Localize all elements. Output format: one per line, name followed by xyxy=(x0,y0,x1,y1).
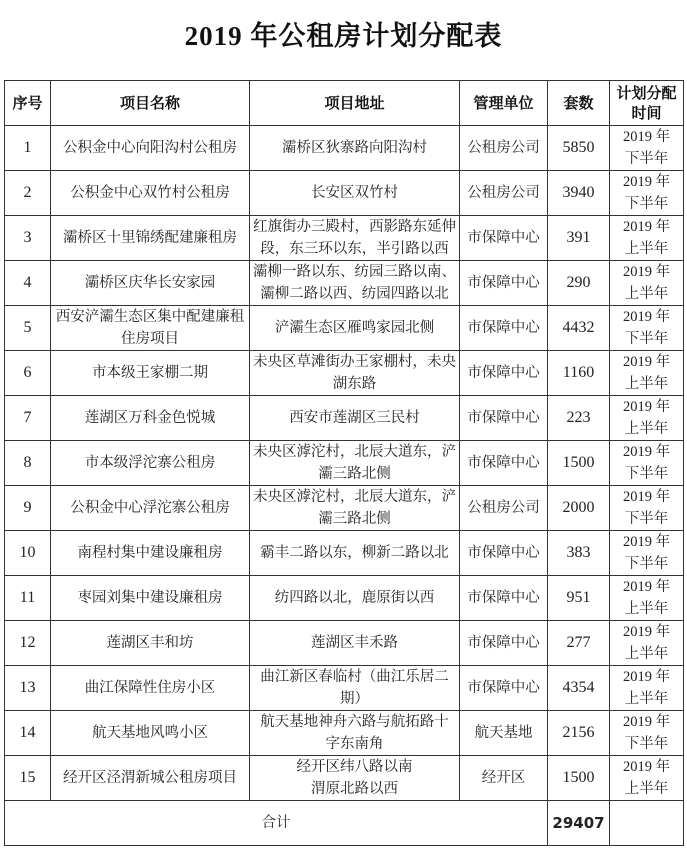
project-address: 未央区草滩街办王家棚村，未央 湖东路 xyxy=(250,351,460,396)
management-unit: 市保障中心 xyxy=(460,531,548,576)
allocation-time: 2019 年 上半年 xyxy=(610,396,684,441)
table-row xyxy=(5,351,684,396)
table-row xyxy=(5,531,684,576)
management-unit: 公租房公司 xyxy=(460,486,548,531)
table-row xyxy=(5,216,684,261)
header-name: 项目名称 xyxy=(51,81,250,126)
management-unit: 公租房公司 xyxy=(460,126,548,171)
project-name: 灞桥区庆华长安家园 xyxy=(51,261,250,306)
header-no: 序号 xyxy=(5,81,51,126)
table-row xyxy=(5,126,684,171)
management-unit: 市保障中心 xyxy=(460,576,548,621)
allocation-time: 2019 年 下半年 xyxy=(610,171,684,216)
project-address: 未央区滹沱村，北辰大道东，浐 灞三路北侧 xyxy=(250,486,460,531)
project-name: 灞桥区十里锦绣配建廉租房 xyxy=(51,216,250,261)
header-unit: 管理单位 xyxy=(460,81,548,126)
allocation-time: 2019 年 上半年 xyxy=(610,666,684,711)
row-no: 15 xyxy=(5,756,51,801)
total-label: 合计 xyxy=(5,801,548,846)
table-row xyxy=(5,171,684,216)
project-name: 公积金中心向阳沟村公租房 xyxy=(51,126,250,171)
unit-count: 391 xyxy=(548,216,610,261)
row-no: 5 xyxy=(5,306,51,351)
row-no: 10 xyxy=(5,531,51,576)
management-unit: 航天基地 xyxy=(460,711,548,756)
unit-count: 223 xyxy=(548,396,610,441)
project-name: 莲湖区丰和坊 xyxy=(51,621,250,666)
row-no: 11 xyxy=(5,576,51,621)
table-row xyxy=(5,396,684,441)
unit-count: 3940 xyxy=(548,171,610,216)
project-name: 公积金中心双竹村公租房 xyxy=(51,171,250,216)
row-no: 9 xyxy=(5,486,51,531)
row-no: 6 xyxy=(5,351,51,396)
allocation-time: 2019 年 上半年 xyxy=(610,216,684,261)
row-no: 8 xyxy=(5,441,51,486)
unit-count: 1500 xyxy=(548,756,610,801)
management-unit: 市保障中心 xyxy=(460,441,548,486)
project-address: 未央区滹沱村，北辰大道东，浐 灞三路北侧 xyxy=(250,441,460,486)
project-name: 枣园刘集中建设廉租房 xyxy=(51,576,250,621)
unit-count: 277 xyxy=(548,621,610,666)
total-time-empty xyxy=(610,801,684,846)
unit-count: 1160 xyxy=(548,351,610,396)
header-time: 计划分配 时间 xyxy=(610,81,684,126)
management-unit: 市保障中心 xyxy=(460,351,548,396)
row-no: 4 xyxy=(5,261,51,306)
project-address: 长安区双竹村 xyxy=(250,171,460,216)
unit-count: 1500 xyxy=(548,441,610,486)
table-row xyxy=(5,576,684,621)
row-no: 3 xyxy=(5,216,51,261)
unit-count: 4432 xyxy=(548,306,610,351)
project-name: 西安浐灞生态区集中配建廉租 住房项目 xyxy=(51,306,250,351)
unit-count: 4354 xyxy=(548,666,610,711)
allocation-time: 2019 年 下半年 xyxy=(610,126,684,171)
table-row xyxy=(5,261,684,306)
management-unit: 市保障中心 xyxy=(460,396,548,441)
unit-count: 383 xyxy=(548,531,610,576)
project-name: 经开区泾渭新城公租房项目 xyxy=(51,756,250,801)
allocation-time: 2019 年 上半年 xyxy=(610,261,684,306)
project-address: 曲江新区春临村（曲江乐居二 期） xyxy=(250,666,460,711)
table-row xyxy=(5,306,684,351)
allocation-time: 2019 年 上半年 xyxy=(610,351,684,396)
project-address: 浐灞生态区雁鸣家园北侧 xyxy=(250,306,460,351)
unit-count: 290 xyxy=(548,261,610,306)
project-name: 公积金中心浮沱寨公租房 xyxy=(51,486,250,531)
project-address: 航天基地神舟六路与航拓路十 字东南角 xyxy=(250,711,460,756)
project-name: 市本级王家棚二期 xyxy=(51,351,250,396)
row-no: 2 xyxy=(5,171,51,216)
allocation-time: 2019 年 上半年 xyxy=(610,576,684,621)
table-row xyxy=(5,756,684,801)
project-name: 南程村集中建设廉租房 xyxy=(51,531,250,576)
allocation-time: 2019 年 上半年 xyxy=(610,756,684,801)
allocation-time: 2019 年 下半年 xyxy=(610,711,684,756)
unit-count: 2000 xyxy=(548,486,610,531)
page-title: 2019 年公租房计划分配表 xyxy=(184,21,503,51)
table-row xyxy=(5,621,684,666)
management-unit: 市保障中心 xyxy=(460,216,548,261)
project-address: 红旗街办三殿村，西影路东延伸 段，东三环以东，半引路以西 xyxy=(250,216,460,261)
project-name: 莲湖区万科金色悦城 xyxy=(51,396,250,441)
project-address: 灞桥区狄寨路向阳沟村 xyxy=(250,126,460,171)
row-no: 13 xyxy=(5,666,51,711)
allocation-time: 2019 年 下半年 xyxy=(610,531,684,576)
allocation-time: 2019 年 下半年 xyxy=(610,306,684,351)
project-address: 霸丰二路以东，柳新二路以北 xyxy=(250,531,460,576)
row-no: 1 xyxy=(5,126,51,171)
unit-count: 951 xyxy=(548,576,610,621)
allocation-time: 2019 年 下半年 xyxy=(610,486,684,531)
total-count: 29407 xyxy=(548,801,610,846)
management-unit: 公租房公司 xyxy=(460,171,548,216)
management-unit: 市保障中心 xyxy=(460,666,548,711)
project-address: 灞柳一路以东、纺园三路以南、 灞柳二路以西、纺园四路以北 xyxy=(250,261,460,306)
management-unit: 市保障中心 xyxy=(460,306,548,351)
project-address: 莲湖区丰禾路 xyxy=(250,621,460,666)
row-no: 7 xyxy=(5,396,51,441)
total-row xyxy=(5,801,684,846)
management-unit: 经开区 xyxy=(460,756,548,801)
unit-count: 5850 xyxy=(548,126,610,171)
project-name: 航天基地风鸣小区 xyxy=(51,711,250,756)
row-no: 14 xyxy=(5,711,51,756)
unit-count: 2156 xyxy=(548,711,610,756)
table-row xyxy=(5,666,684,711)
allocation-time: 2019 年 下半年 xyxy=(610,441,684,486)
project-address: 西安市莲湖区三民村 xyxy=(250,396,460,441)
allocation-time: 2019 年 上半年 xyxy=(610,621,684,666)
header-count: 套数 xyxy=(548,81,610,126)
header-address: 项目地址 xyxy=(250,81,460,126)
management-unit: 市保障中心 xyxy=(460,621,548,666)
table-row xyxy=(5,711,684,756)
allocation-table xyxy=(4,80,684,846)
project-name: 曲江保障性住房小区 xyxy=(51,666,250,711)
table-row xyxy=(5,486,684,531)
table-row xyxy=(5,441,684,486)
project-address: 纺四路以北，鹿原街以西 xyxy=(250,576,460,621)
project-address: 经开区纬八路以南 渭原北路以西 xyxy=(250,756,460,801)
header-row xyxy=(5,81,684,126)
row-no: 12 xyxy=(5,621,51,666)
management-unit: 市保障中心 xyxy=(460,261,548,306)
project-name: 市本级浮沱寨公租房 xyxy=(51,441,250,486)
